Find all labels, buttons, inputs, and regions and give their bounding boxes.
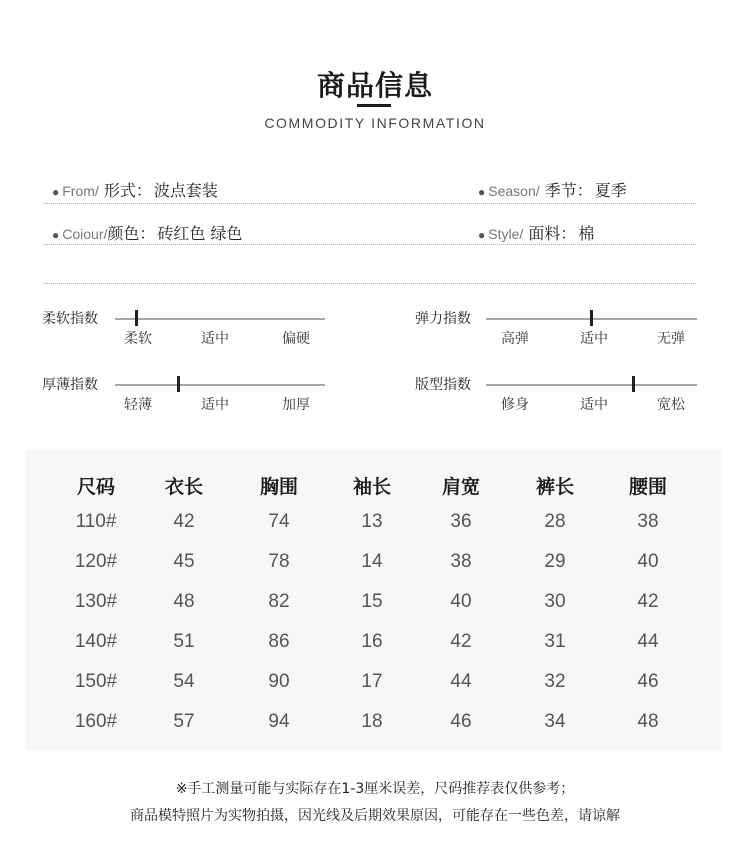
scale-fit	[415, 374, 705, 414]
table-cell: 90	[268, 671, 290, 692]
table-cell: 57	[173, 711, 195, 732]
info-season-value: 夏季	[594, 181, 627, 200]
scale-tick: 修身	[501, 397, 529, 413]
bullet-icon: ●	[52, 185, 60, 199]
scale-marker	[590, 310, 593, 326]
table-cell: 54	[173, 671, 195, 692]
table-cell: 38	[637, 511, 659, 532]
table-header: 胸围	[259, 476, 298, 498]
table-cell: 44	[637, 631, 659, 652]
scale-thickness	[42, 374, 332, 414]
scale-fit-label: 版型指数	[415, 377, 471, 393]
table-cell: 44	[450, 671, 472, 692]
info-row-1	[44, 178, 696, 200]
scale-tick: 加厚	[282, 397, 310, 413]
info-season-en: Season/	[488, 183, 540, 199]
scale-marker	[135, 310, 138, 326]
page-title: 商品信息	[316, 69, 433, 102]
table-cell: 14	[361, 551, 383, 572]
scale-tick: 适中	[580, 397, 608, 413]
info-style	[478, 221, 594, 244]
table-cell: 40	[637, 551, 659, 572]
table-cell: 32	[544, 671, 566, 692]
table-cell: 86	[268, 631, 290, 652]
scale-tick: 轻薄	[124, 397, 152, 413]
table-header: 尺码	[76, 476, 115, 498]
table-cell: 74	[268, 511, 290, 532]
table-cell: 29	[544, 551, 566, 572]
info-form-en: From/	[62, 183, 99, 199]
info-colour-value: 砖红色 绿色	[157, 224, 243, 243]
scale-tick: 柔软	[124, 331, 152, 347]
scale-elasticity-label: 弹力指数	[415, 311, 471, 327]
table-cell: 140#	[74, 631, 118, 652]
info-form-label: 形式：	[103, 181, 152, 200]
scale-tick: 宽松	[657, 397, 685, 413]
scale-softness	[42, 308, 332, 348]
info-season-label: 季节：	[544, 181, 593, 200]
table-cell: 150#	[74, 671, 118, 692]
table-cell: 42	[637, 591, 659, 612]
table-cell: 15	[361, 591, 383, 612]
scale-marker	[177, 376, 180, 392]
scale-tick: 适中	[201, 397, 229, 413]
table-cell: 48	[637, 711, 659, 732]
table-cell: 46	[637, 671, 659, 692]
table-cell: 38	[450, 551, 472, 572]
scale-tick: 偏硬	[282, 331, 310, 347]
table-cell: 45	[173, 551, 195, 572]
table-cell: 42	[173, 511, 195, 532]
table-cell: 160#	[74, 711, 118, 732]
scale-softness-label: 柔软指数	[42, 311, 98, 327]
info-style-label: 面料：	[528, 224, 577, 243]
table-header: 袖长	[352, 476, 391, 498]
table-cell: 34	[544, 711, 566, 732]
table-cell: 51	[173, 631, 195, 652]
table-cell: 18	[361, 711, 383, 732]
info-colour	[52, 221, 243, 244]
info-colour-label: 颜色：	[107, 224, 156, 243]
scale-elasticity	[415, 308, 705, 348]
info-form-value: 波点套装	[153, 181, 218, 200]
scale-tick: 高弹	[501, 331, 529, 347]
info-style-en: Style/	[488, 226, 524, 242]
table-cell: 120#	[74, 551, 118, 572]
table-cell: 28	[544, 511, 566, 532]
table-cell: 82	[268, 591, 290, 612]
table-cell: 31	[544, 631, 566, 652]
divider	[44, 283, 696, 284]
scale-track	[115, 384, 325, 386]
table-cell: 130#	[74, 591, 118, 612]
table-cell: 16	[361, 631, 383, 652]
scale-track	[115, 318, 325, 320]
scale-tick: 无弹	[657, 331, 685, 347]
table-header: 裤长	[535, 476, 574, 498]
scale-tick: 适中	[580, 331, 608, 347]
table-cell: 40	[450, 591, 472, 612]
divider	[44, 244, 696, 245]
bullet-icon: ●	[52, 228, 60, 242]
table-header: 腰围	[628, 476, 667, 498]
info-colour-en: Coiour/	[62, 226, 108, 242]
note-line-1: ※手工测量可能与实际存在1-3厘米误差，尺码推荐表仅供参考；	[175, 781, 575, 797]
info-form	[52, 178, 218, 201]
info-row-2	[44, 221, 696, 243]
title-underline	[357, 104, 391, 107]
table-cell: 110#	[75, 511, 117, 532]
page-subtitle: COMMODITY INFORMATION	[264, 115, 486, 131]
note-line-2: 商品模特照片为实物拍摄，因光线及后期效果原因，可能存在一些色差，请谅解	[130, 808, 620, 824]
divider	[44, 203, 696, 204]
table-cell: 48	[173, 591, 195, 612]
table-cell: 94	[268, 711, 290, 732]
table-cell: 78	[268, 551, 290, 572]
table-cell: 42	[450, 631, 472, 652]
table-cell: 17	[361, 671, 383, 692]
table-cell: 30	[544, 591, 566, 612]
scale-marker	[632, 376, 635, 392]
info-style-value: 棉	[578, 224, 595, 243]
table-cell: 36	[450, 511, 472, 532]
table-header: 衣长	[164, 476, 203, 498]
table-cell: 46	[450, 711, 472, 732]
table-cell: 13	[361, 511, 383, 532]
scale-tick: 适中	[201, 331, 229, 347]
scale-thickness-label: 厚薄指数	[42, 377, 98, 393]
table-header: 肩宽	[441, 476, 480, 498]
size-table	[26, 450, 722, 750]
scale-track	[486, 384, 697, 386]
info-season	[478, 178, 627, 201]
bullet-icon: ●	[478, 185, 486, 199]
bullet-icon: ●	[478, 228, 486, 242]
